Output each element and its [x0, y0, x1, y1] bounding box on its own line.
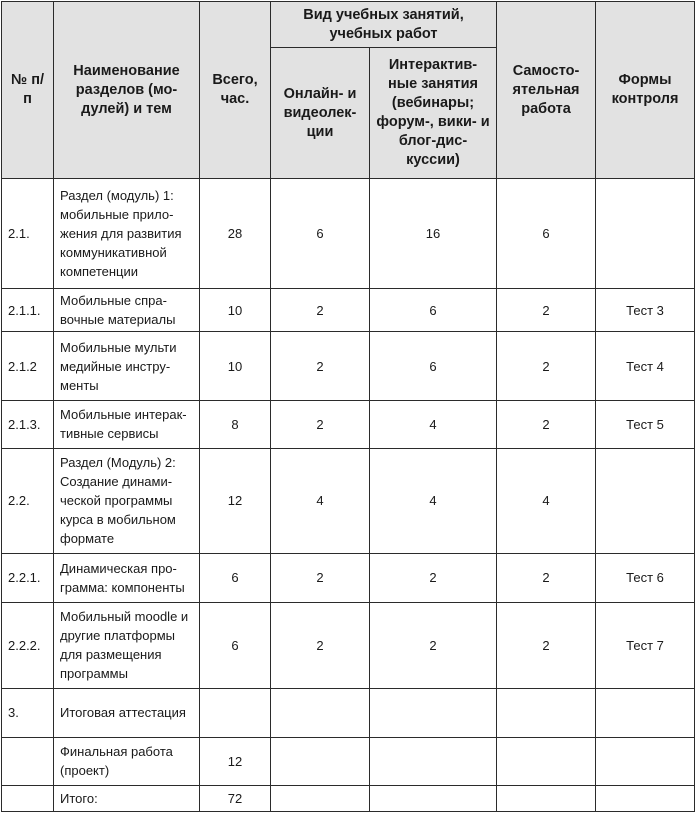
row-control [596, 785, 695, 811]
row-total: 28 [200, 179, 271, 289]
row-online: 2 [271, 401, 370, 448]
row-num [2, 737, 54, 785]
header-interactive: Интерактив-ные занятия (вебинары; форум-, вики- и блог-дис-куссии) [370, 48, 497, 179]
row-self: 2 [497, 602, 596, 688]
row-name: Мобильные интерак-тивные сервисы [54, 401, 200, 448]
row-name: Мобильные спра-вочные материалы [54, 289, 200, 332]
row-self: 2 [497, 332, 596, 401]
header-control: Формы контроля [596, 2, 695, 179]
row-name: Динамическая про-грамма: компоненты [54, 553, 200, 602]
row-total [200, 688, 271, 737]
row-self: 4 [497, 448, 596, 553]
table-row [2, 602, 695, 688]
row-interactive: 16 [370, 179, 497, 289]
table-row [2, 785, 695, 811]
table-row [2, 289, 695, 332]
header-name: Наименование разделов (мо-дулей) и тем [54, 2, 200, 179]
header-num: № п/п [2, 2, 54, 179]
row-control: Тест 3 [596, 289, 695, 332]
row-total: 8 [200, 401, 271, 448]
row-num: 2.2.1. [2, 553, 54, 602]
row-control [596, 179, 695, 289]
row-num: 2.1.2 [2, 332, 54, 401]
table-row [2, 553, 695, 602]
table-row [2, 401, 695, 448]
row-total: 72 [200, 785, 271, 811]
row-self: 2 [497, 401, 596, 448]
row-online: 2 [271, 553, 370, 602]
row-online: 6 [271, 179, 370, 289]
row-control: Тест 7 [596, 602, 695, 688]
row-online: 2 [271, 289, 370, 332]
row-total: 10 [200, 289, 271, 332]
table-row [2, 179, 695, 289]
row-num [2, 785, 54, 811]
row-name: Раздел (модуль) 1: мобильные прило-жения для развития коммуникативной компетенции [54, 179, 200, 289]
row-num: 2.2.2. [2, 602, 54, 688]
header-group: Вид учебных занятий, учебных работ [271, 2, 497, 48]
row-online: 2 [271, 602, 370, 688]
row-num: 2.1.3. [2, 401, 54, 448]
curriculum-table [1, 1, 695, 812]
table-row [2, 688, 695, 737]
row-total: 10 [200, 332, 271, 401]
table-row [2, 737, 695, 785]
row-name: Финальная работа (проект) [54, 737, 200, 785]
row-online [271, 785, 370, 811]
row-num: 2.1.1. [2, 289, 54, 332]
row-online [271, 688, 370, 737]
row-name: Раздел (Модуль) 2: Создание динами-ческой программы курса в мобильном формате [54, 448, 200, 553]
row-interactive: 6 [370, 289, 497, 332]
row-self [497, 737, 596, 785]
row-name: Итого: [54, 785, 200, 811]
row-control: Тест 5 [596, 401, 695, 448]
row-self [497, 688, 596, 737]
row-online: 2 [271, 332, 370, 401]
row-interactive: 4 [370, 448, 497, 553]
row-self: 6 [497, 179, 596, 289]
row-control [596, 448, 695, 553]
row-self: 2 [497, 289, 596, 332]
row-total: 12 [200, 448, 271, 553]
row-interactive [370, 688, 497, 737]
header-online: Онлайн- и видеолек-ции [271, 48, 370, 179]
row-num: 3. [2, 688, 54, 737]
row-name: Мобильные мульти медийные инстру-менты [54, 332, 200, 401]
row-total: 12 [200, 737, 271, 785]
row-self: 2 [497, 553, 596, 602]
table-row [2, 448, 695, 553]
row-name: Мобильный moodle и другие платформы для размещения программы [54, 602, 200, 688]
table-row [2, 332, 695, 401]
header-self: Самосто-ятельная работа [497, 2, 596, 179]
row-self [497, 785, 596, 811]
row-interactive [370, 737, 497, 785]
header-total: Всего, час. [200, 2, 271, 179]
row-control: Тест 6 [596, 553, 695, 602]
row-online [271, 737, 370, 785]
row-interactive [370, 785, 497, 811]
row-interactive: 2 [370, 602, 497, 688]
row-interactive: 4 [370, 401, 497, 448]
row-num: 2.1. [2, 179, 54, 289]
row-num: 2.2. [2, 448, 54, 553]
row-control [596, 688, 695, 737]
row-total: 6 [200, 602, 271, 688]
row-control: Тест 4 [596, 332, 695, 401]
row-interactive: 6 [370, 332, 497, 401]
row-online: 4 [271, 448, 370, 553]
row-name: Итоговая аттестация [54, 688, 200, 737]
row-total: 6 [200, 553, 271, 602]
row-interactive: 2 [370, 553, 497, 602]
row-control [596, 737, 695, 785]
